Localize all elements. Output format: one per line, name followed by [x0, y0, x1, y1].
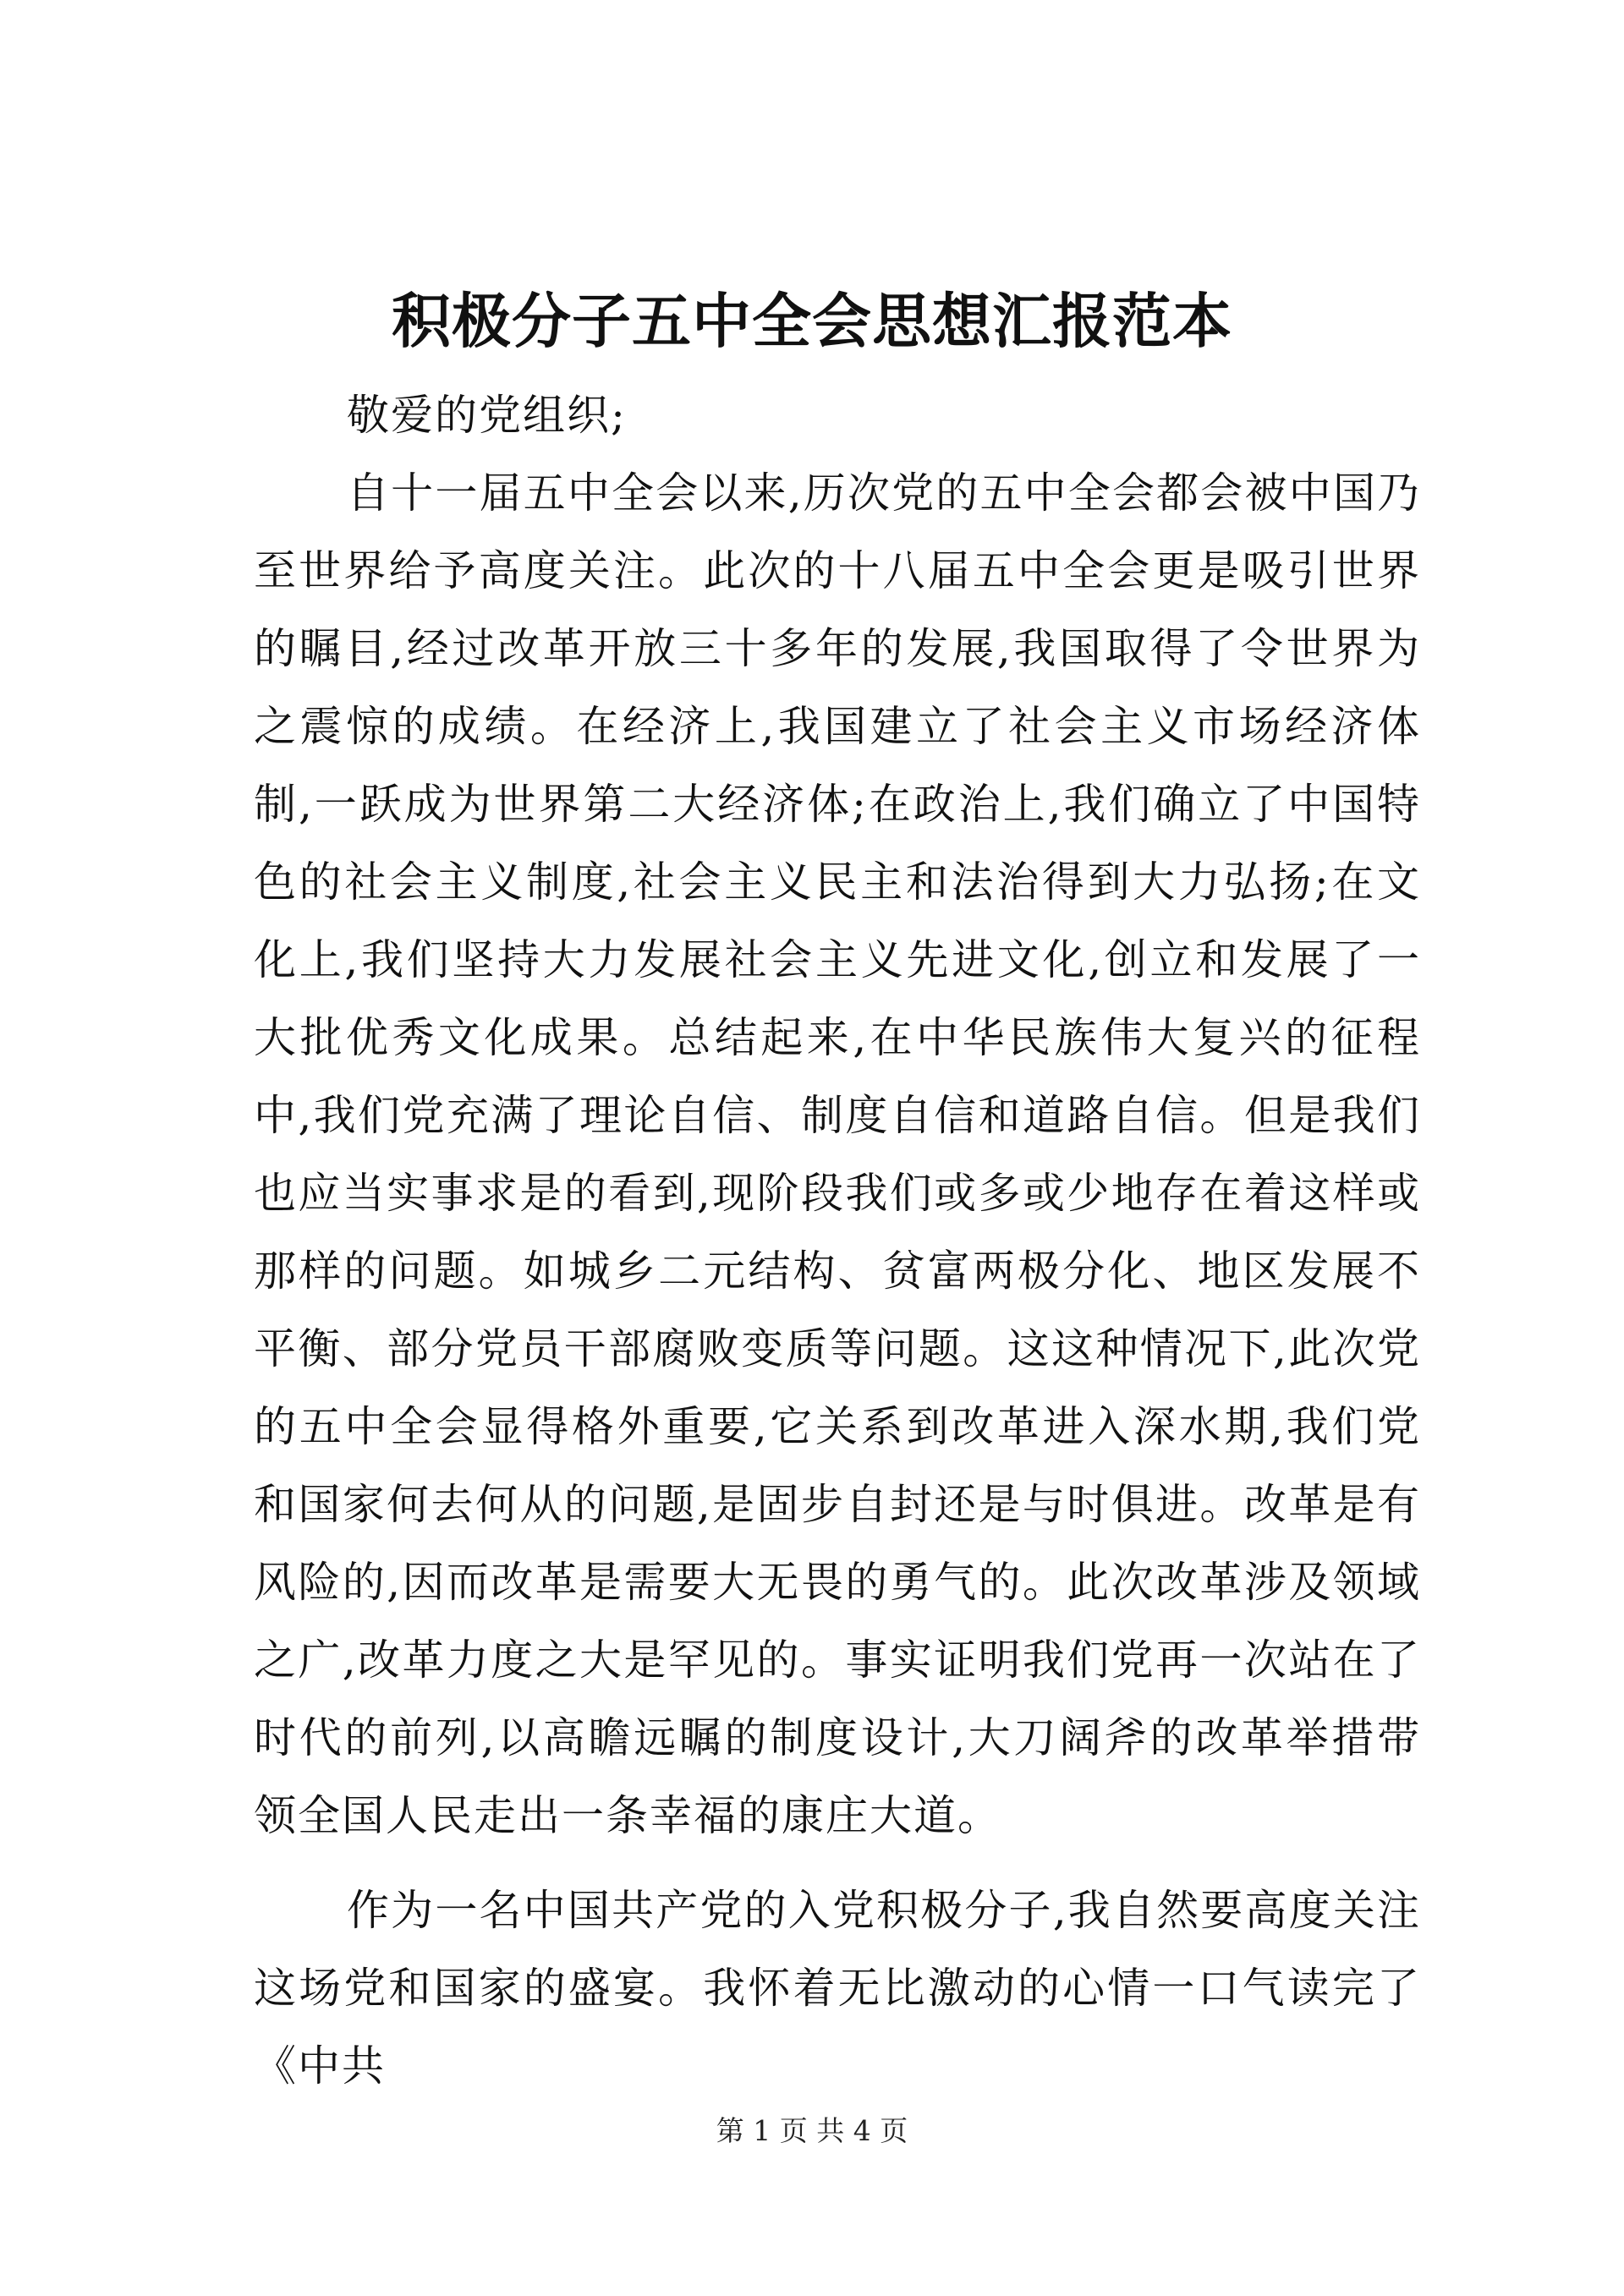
- page-number: 第 1 页 共 4 页: [716, 2114, 908, 2147]
- document-body: [254, 376, 1421, 2105]
- paragraph-1: 自十一届五中全会以来,历次党的五中全会都会被中国乃至世界给予高度关注。此次的十八届五中全会更是吸引世界的瞩目,经过改革开放三十多年的发展,我国取得了令世界为之震惊的成绩。在经济上,我国建立了社会主义市场经济体制,一跃成为世界第二大经济体;在政治上,我们确立了中国特色的社会主义制度,社会主义民主和法治得到大力弘扬;在文化上,我们坚持大力发展社会主义先进文化,创立和发展了一大批优秀文化成果。总结起来,在中华民族伟大复兴的征程中,我们党充满了理论自信、制度自信和道路自信。但是我们也应当实事求是的看到,现阶段我们或多或少地存在着这样或那样的问题。如城乡二元结构、贫富两极分化、地区发展不平衡、部分党员干部腐败变质等问题。这这种情况下,此次党的五中全会显得格外重要,它关系到改革进入深水期,我们党和国家何去何从的问题,是固步自封还是与时俱进。改革是有风险的,因而改革是需要大无畏的勇气的。此次改革涉及领域之广,改革力度之大是罕见的。事实证明我们党再一次站在了时代的前列,以高瞻远瞩的制度设计,大刀阔斧的改革举措带领全国人民走出一条幸福的康庄大道。: [254, 469, 1421, 1840]
- salutation: 敬爱的党组织;: [347, 391, 627, 440]
- document-title: 积极分子五中全会思想汇报范本: [392, 286, 1232, 356]
- paragraph-2: 作为一名中国共产党的入党积极分子,我自然要高度关注这场党和国家的盛宴。我怀着无比激动的心情一口气读完了《中共: [254, 1886, 1421, 2091]
